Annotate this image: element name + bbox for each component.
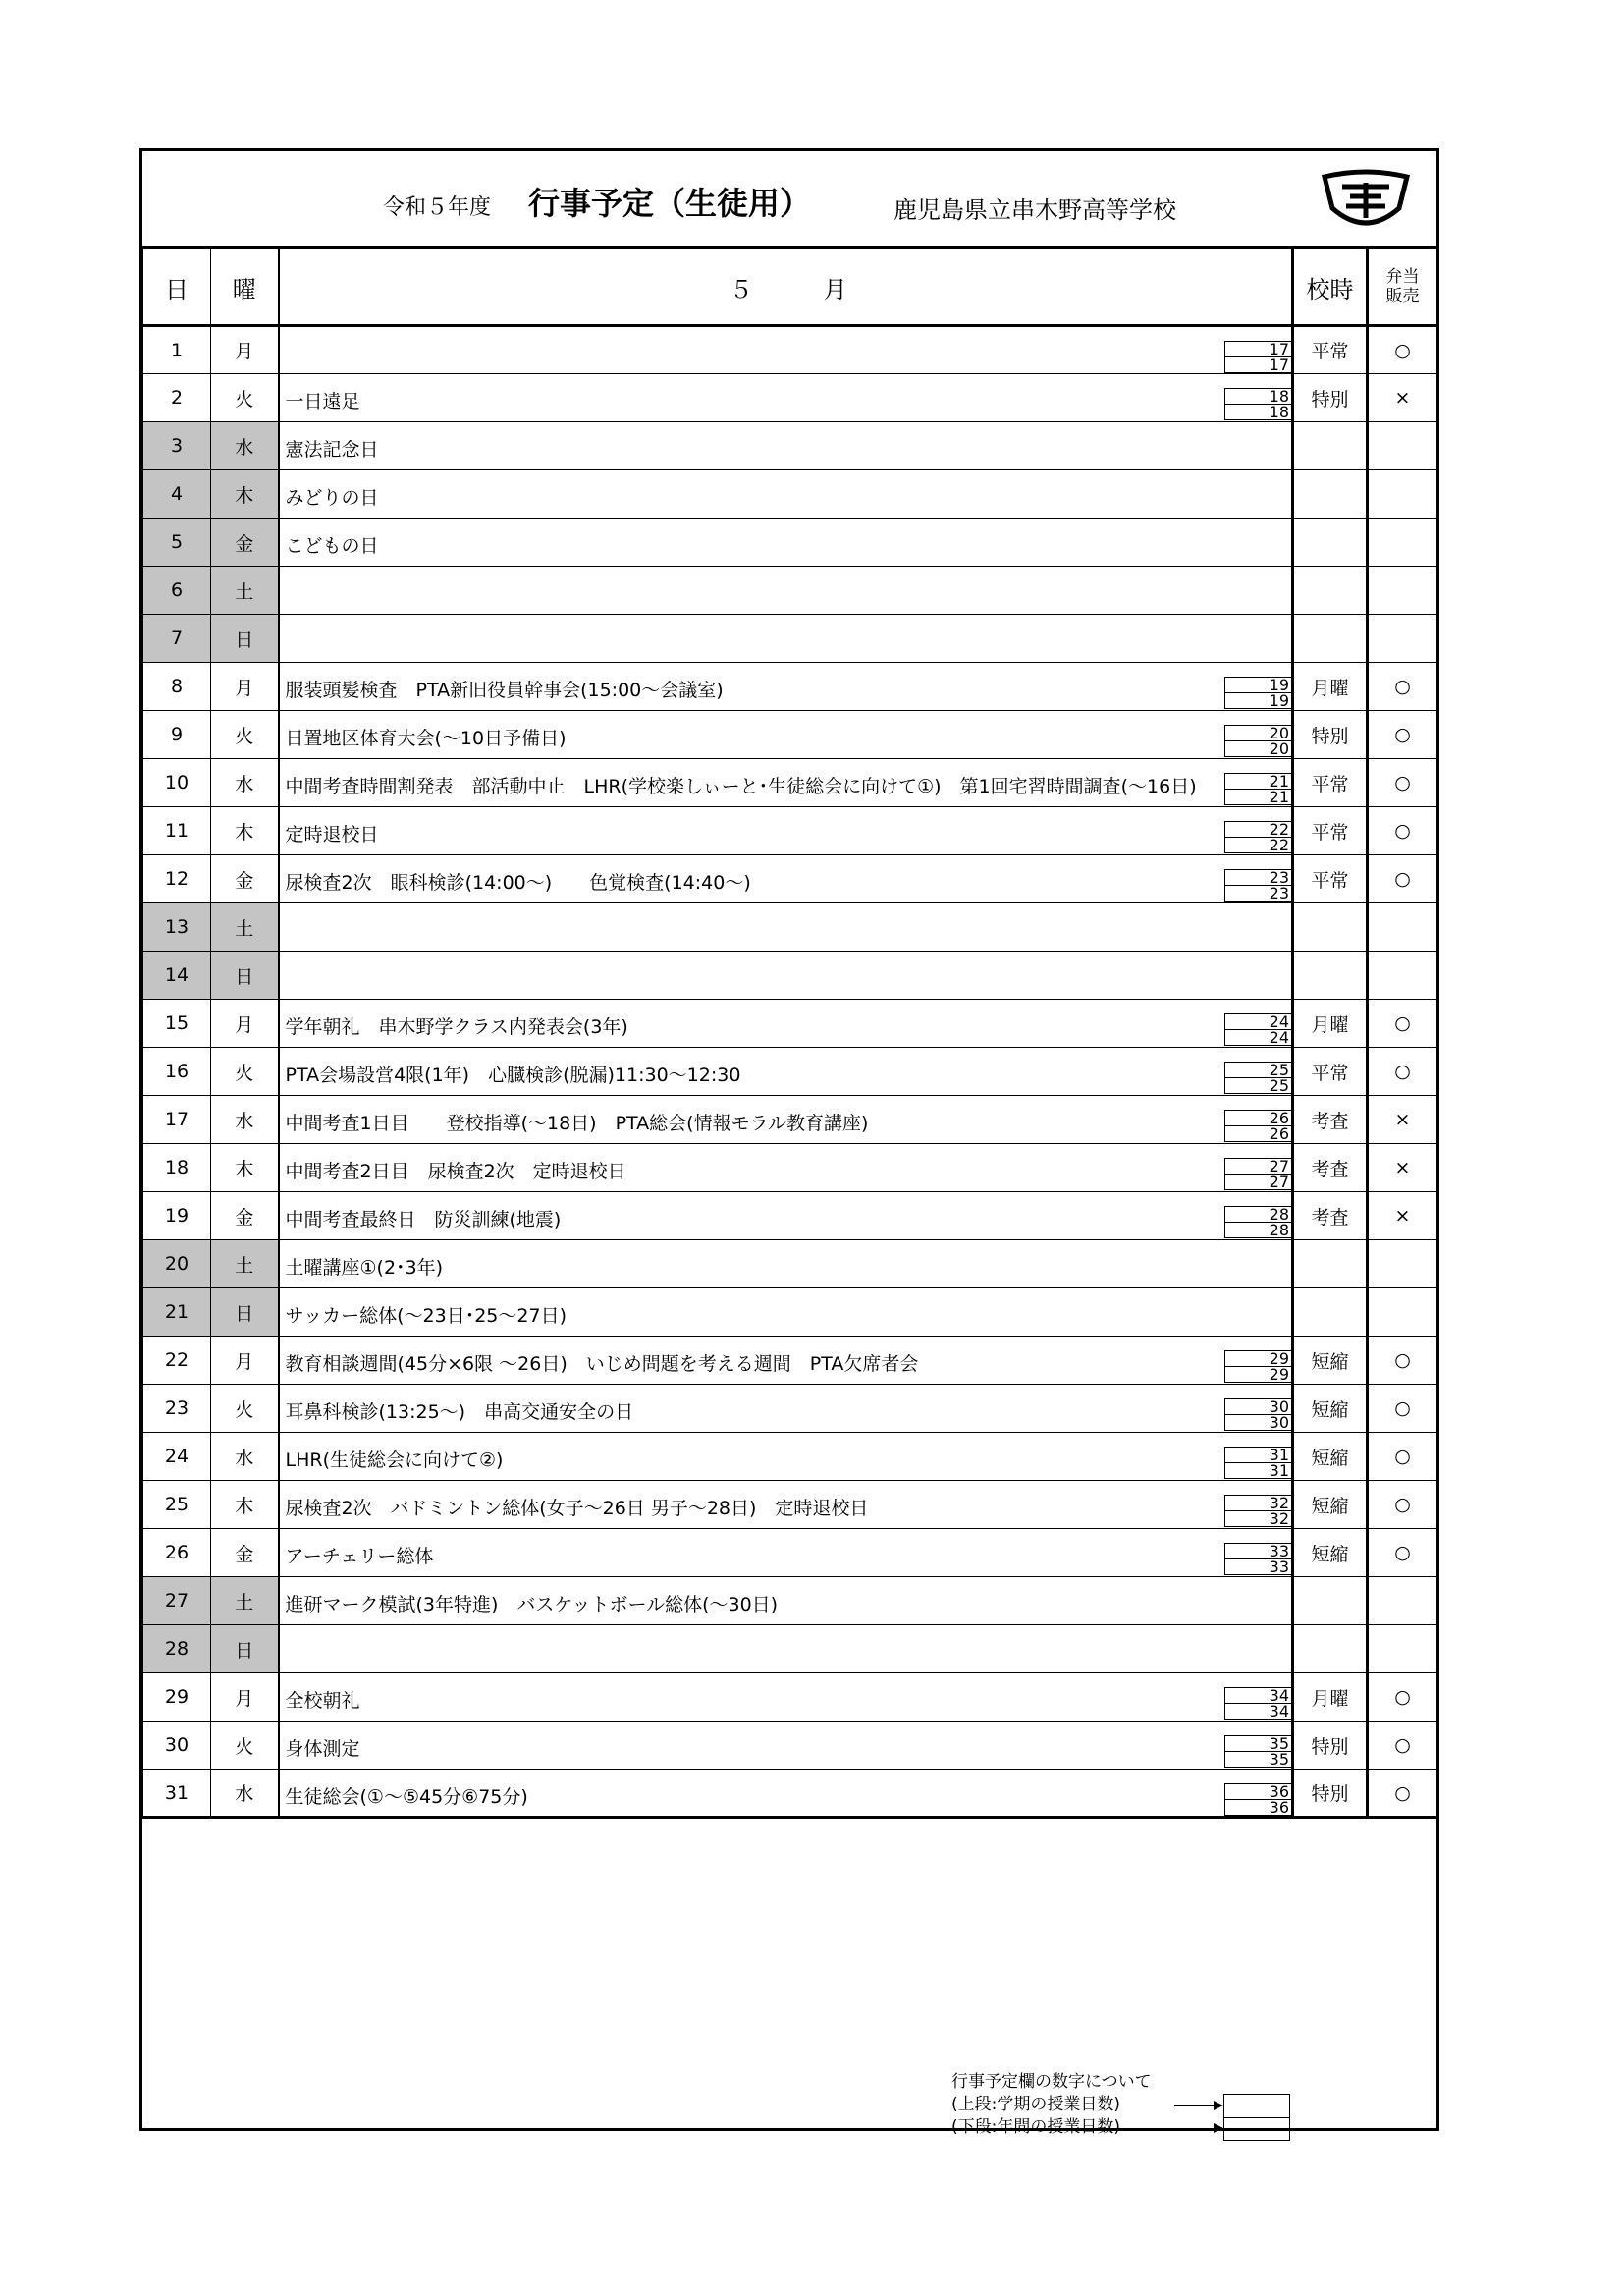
period-cell: [1293, 1625, 1368, 1673]
event-text: 中間考査2日目 尿検査2次 定時退校日: [285, 1161, 626, 1182]
year-day-count: 17: [1224, 356, 1291, 373]
bento-cell: ○: [1368, 1000, 1437, 1048]
weekday-cell: 水: [211, 759, 279, 807]
day-cell: 5: [143, 519, 211, 567]
title-bar: [142, 151, 1436, 248]
table-row: [143, 1000, 1437, 1048]
table-row: [143, 903, 1437, 952]
period-cell: 短縮: [1293, 1481, 1368, 1529]
year-day-count: 24: [1224, 1029, 1291, 1046]
event-text: 耳鼻科検診(13:25～) 串高交通安全の日: [285, 1401, 634, 1423]
table-row: [143, 855, 1437, 903]
event-text: 尿検査2次 バドミントン総体(女子～26日 男子～28日) 定時退校日: [285, 1498, 869, 1519]
period-cell: 特別: [1293, 711, 1368, 759]
year-day-count: 26: [1224, 1125, 1291, 1142]
weekday-cell: 日: [211, 1288, 279, 1337]
period-cell: 月曜: [1293, 1673, 1368, 1722]
weekday-cell: 金: [211, 1529, 279, 1577]
event-text: 学年朝礼 串木野学クラス内発表会(3年): [285, 1016, 628, 1038]
header-month: ５ 月: [279, 249, 1293, 326]
period-cell: [1293, 615, 1368, 663]
period-cell: 特別: [1293, 1722, 1368, 1770]
bento-cell: ○: [1368, 1433, 1437, 1481]
event-cell: [279, 567, 1293, 615]
year-day-count: 31: [1224, 1462, 1291, 1479]
day-counter: [1224, 1398, 1291, 1432]
event-text: 憲法記念日: [285, 439, 379, 461]
bento-cell: ○: [1368, 663, 1437, 711]
day-counter: [1224, 1447, 1291, 1480]
day-counter: [1224, 773, 1291, 806]
term-day-count: 34: [1224, 1687, 1291, 1704]
legend-arrow-upper: [1174, 2105, 1221, 2106]
event-cell: [279, 1337, 1293, 1385]
day-counter: [1224, 1735, 1291, 1769]
day-counter: [1224, 1110, 1291, 1143]
weekday-cell: 金: [211, 519, 279, 567]
bento-cell: [1368, 1240, 1437, 1288]
day-cell: 6: [143, 567, 211, 615]
table-row: [143, 1144, 1437, 1192]
table-row: [143, 1385, 1437, 1433]
bento-cell: ○: [1368, 326, 1437, 374]
table-row: [143, 470, 1437, 519]
weekday-cell: 月: [211, 1000, 279, 1048]
event-cell: [279, 1096, 1293, 1144]
table-row: [143, 1048, 1437, 1096]
day-cell: 16: [143, 1048, 211, 1096]
table-row: [143, 519, 1437, 567]
period-cell: [1293, 903, 1368, 952]
day-cell: 10: [143, 759, 211, 807]
period-cell: 短縮: [1293, 1385, 1368, 1433]
event-text: PTA会場設営4限(1年) 心臓検診(脱漏)11:30～12:30: [285, 1065, 741, 1086]
period-cell: [1293, 1240, 1368, 1288]
table-row: [143, 1625, 1437, 1673]
day-cell: 25: [143, 1481, 211, 1529]
year-day-count: 34: [1224, 1703, 1291, 1720]
day-cell: 4: [143, 470, 211, 519]
period-cell: 平常: [1293, 855, 1368, 903]
weekday-cell: 金: [211, 1192, 279, 1240]
event-text: 教育相談週間(45分×6限 ～26日) いじめ問題を考える週間 PTA欠席者会: [285, 1353, 919, 1375]
year-day-count: 29: [1224, 1366, 1291, 1383]
term-day-count: 33: [1224, 1543, 1291, 1559]
term-day-count: 30: [1224, 1398, 1291, 1415]
day-counter: [1224, 1158, 1291, 1191]
term-day-count: 27: [1224, 1158, 1291, 1175]
period-cell: 特別: [1293, 374, 1368, 422]
term-day-count: 23: [1224, 869, 1291, 886]
period-cell: 平常: [1293, 1048, 1368, 1096]
day-counter: [1224, 1687, 1291, 1721]
weekday-cell: 水: [211, 1770, 279, 1818]
day-cell: 1: [143, 326, 211, 374]
term-day-count: 25: [1224, 1062, 1291, 1078]
event-cell: [279, 1625, 1293, 1673]
day-counter: [1224, 1495, 1291, 1528]
table-row: [143, 1481, 1437, 1529]
bento-cell: [1368, 519, 1437, 567]
table-row: [143, 567, 1437, 615]
day-counter: [1224, 677, 1291, 710]
year-day-count: 25: [1224, 1077, 1291, 1094]
period-cell: 月曜: [1293, 663, 1368, 711]
event-cell: [279, 1673, 1293, 1722]
event-cell: [279, 952, 1293, 1000]
event-text: 定時退校日: [285, 824, 379, 846]
period-cell: 短縮: [1293, 1433, 1368, 1481]
day-cell: 21: [143, 1288, 211, 1337]
day-counter: [1224, 1783, 1291, 1817]
schedule-table: [142, 248, 1437, 2073]
table-row: [143, 759, 1437, 807]
day-cell: 31: [143, 1770, 211, 1818]
term-day-count: 24: [1224, 1013, 1291, 1030]
event-text: 日置地区体育大会(～10日予備日): [285, 728, 567, 749]
day-counter: [1224, 725, 1291, 758]
day-cell: 8: [143, 663, 211, 711]
day-cell: 30: [143, 1722, 211, 1770]
bento-cell: [1368, 903, 1437, 952]
term-day-count: 22: [1224, 821, 1291, 838]
weekday-cell: 火: [211, 1048, 279, 1096]
day-counter: [1224, 1350, 1291, 1384]
period-cell: [1293, 470, 1368, 519]
legend-lower: (下段:年間の授業日数): [951, 2117, 1120, 2137]
term-day-count: 17: [1224, 341, 1291, 357]
weekday-cell: 日: [211, 1625, 279, 1673]
bento-cell: ○: [1368, 1337, 1437, 1385]
header-bento-line1: 弁当: [1385, 267, 1420, 287]
day-cell: 12: [143, 855, 211, 903]
year-day-count: 36: [1224, 1799, 1291, 1816]
event-cell: [279, 615, 1293, 663]
day-cell: 9: [143, 711, 211, 759]
term-day-count: 35: [1224, 1735, 1291, 1752]
year-day-count: 27: [1224, 1174, 1291, 1190]
day-counter: [1224, 1062, 1291, 1095]
event-cell: [279, 1000, 1293, 1048]
event-text: 一日遠足: [285, 391, 360, 412]
weekday-cell: 水: [211, 1096, 279, 1144]
weekday-cell: 土: [211, 903, 279, 952]
period-cell: 短縮: [1293, 1337, 1368, 1385]
year-day-count: 28: [1224, 1222, 1291, 1238]
weekday-cell: 火: [211, 374, 279, 422]
bento-cell: [1368, 615, 1437, 663]
year-day-count: 18: [1224, 404, 1291, 420]
bento-cell: [1368, 1577, 1437, 1625]
table-row: [143, 663, 1437, 711]
weekday-cell: 水: [211, 422, 279, 470]
table-header: [143, 249, 1437, 326]
year-day-count: 32: [1224, 1510, 1291, 1527]
legend-arrow-lower: [1174, 2128, 1221, 2129]
event-cell: [279, 1240, 1293, 1288]
bento-cell: [1368, 1288, 1437, 1337]
event-cell: [279, 1529, 1293, 1577]
day-counter: [1224, 1206, 1291, 1239]
bento-cell: [1368, 952, 1437, 1000]
event-text: 服装頭髪検査 PTA新旧役員幹事会(15:00～会議室): [285, 680, 724, 701]
weekday-cell: 水: [211, 1433, 279, 1481]
bento-cell: ○: [1368, 1481, 1437, 1529]
table-row: [143, 374, 1437, 422]
day-cell: 29: [143, 1673, 211, 1722]
day-cell: 15: [143, 1000, 211, 1048]
period-cell: 考査: [1293, 1096, 1368, 1144]
weekday-cell: 木: [211, 470, 279, 519]
table-row: [143, 1240, 1437, 1288]
bento-cell: [1368, 422, 1437, 470]
term-day-count: 19: [1224, 677, 1291, 693]
weekday-cell: 金: [211, 855, 279, 903]
day-cell: 19: [143, 1192, 211, 1240]
event-text: LHR(生徒総会に向けて②): [285, 1449, 504, 1471]
bento-cell: [1368, 567, 1437, 615]
term-day-count: 36: [1224, 1783, 1291, 1800]
table-row: [143, 1288, 1437, 1337]
bento-cell: ×: [1368, 374, 1437, 422]
event-cell: [279, 1481, 1293, 1529]
event-text: サッカー総体(～23日･25～27日): [285, 1305, 567, 1327]
event-cell: [279, 903, 1293, 952]
term-day-count: 26: [1224, 1110, 1291, 1126]
year-day-count: 22: [1224, 837, 1291, 853]
period-cell: [1293, 422, 1368, 470]
year-day-count: 23: [1224, 885, 1291, 902]
weekday-cell: 土: [211, 567, 279, 615]
event-text: アーチェリー総体: [285, 1546, 434, 1567]
event-text: 中間考査最終日 防災訓練(地震): [285, 1209, 562, 1230]
event-cell: [279, 1385, 1293, 1433]
event-cell: [279, 807, 1293, 855]
bento-cell: ○: [1368, 807, 1437, 855]
event-cell: [279, 1577, 1293, 1625]
weekday-cell: 月: [211, 1673, 279, 1722]
table-row: [143, 1673, 1437, 1722]
fiscal-year: 令和５年度: [383, 195, 492, 220]
page-title: 行事予定（生徒用）: [528, 185, 812, 222]
year-day-count: 30: [1224, 1414, 1291, 1431]
event-text: みどりの日: [285, 487, 379, 509]
day-counter: [1224, 869, 1291, 902]
day-counter: [1224, 1013, 1291, 1047]
day-counter: [1224, 1543, 1291, 1576]
day-cell: 24: [143, 1433, 211, 1481]
day-counter: [1224, 341, 1291, 374]
year-day-count: 20: [1224, 740, 1291, 757]
event-cell: [279, 374, 1293, 422]
bento-cell: ○: [1368, 1385, 1437, 1433]
day-cell: 23: [143, 1385, 211, 1433]
event-cell: [279, 855, 1293, 903]
schedule-sheet: [139, 148, 1439, 2137]
period-cell: 考査: [1293, 1192, 1368, 1240]
weekday-cell: 火: [211, 1385, 279, 1433]
weekday-cell: 木: [211, 1144, 279, 1192]
day-cell: 27: [143, 1577, 211, 1625]
event-cell: [279, 1770, 1293, 1818]
school-name: 鹿児島県立串木野高等学校: [893, 196, 1176, 224]
event-text: 進研マーク模試(3年特進) バスケットボール総体(～30日): [285, 1594, 779, 1615]
bento-cell: ×: [1368, 1096, 1437, 1144]
day-cell: 2: [143, 374, 211, 422]
weekday-cell: 月: [211, 663, 279, 711]
table-row: [143, 1722, 1437, 1770]
event-cell: [279, 1433, 1293, 1481]
table-row: [143, 1337, 1437, 1385]
event-cell: [279, 1192, 1293, 1240]
period-cell: 短縮: [1293, 1529, 1368, 1577]
period-cell: [1293, 567, 1368, 615]
term-day-count: 18: [1224, 388, 1291, 405]
day-cell: 28: [143, 1625, 211, 1673]
event-cell: [279, 759, 1293, 807]
event-cell: [279, 519, 1293, 567]
term-day-count: 32: [1224, 1495, 1291, 1511]
event-text: 土曜講座①(2･3年): [285, 1257, 444, 1279]
period-cell: 平常: [1293, 326, 1368, 374]
bento-cell: [1368, 470, 1437, 519]
table-row: [143, 1577, 1437, 1625]
event-text: 中間考査1日目 登校指導(～18日) PTA総会(情報モラル教育講座): [285, 1113, 869, 1134]
event-cell: [279, 1048, 1293, 1096]
bento-cell: ○: [1368, 1529, 1437, 1577]
bento-cell: ×: [1368, 1144, 1437, 1192]
weekday-cell: 月: [211, 1337, 279, 1385]
weekday-cell: 土: [211, 1240, 279, 1288]
event-cell: [279, 1722, 1293, 1770]
table-row: [143, 1770, 1437, 1818]
event-cell: [279, 663, 1293, 711]
table-row: [143, 615, 1437, 663]
bento-cell: ×: [1368, 1192, 1437, 1240]
year-day-count: 35: [1224, 1751, 1291, 1768]
year-day-count: 21: [1224, 789, 1291, 805]
day-cell: 26: [143, 1529, 211, 1577]
bento-cell: ○: [1368, 1722, 1437, 1770]
school-emblem-icon: [1321, 169, 1411, 234]
table-row: [143, 952, 1437, 1000]
bento-cell: ○: [1368, 1770, 1437, 1818]
table-row: [143, 1096, 1437, 1144]
day-cell: 14: [143, 952, 211, 1000]
legend-box: [1223, 2094, 1290, 2141]
event-cell: [279, 1288, 1293, 1337]
remarks-area: [143, 1818, 1437, 2073]
table-row: [143, 807, 1437, 855]
bento-cell: ○: [1368, 1673, 1437, 1722]
event-cell: [279, 422, 1293, 470]
table-row: [143, 1529, 1437, 1577]
day-counter: [1224, 388, 1291, 421]
period-cell: [1293, 1577, 1368, 1625]
term-day-count: 31: [1224, 1447, 1291, 1463]
table-row: [143, 422, 1437, 470]
header-bento: [1368, 249, 1437, 326]
weekday-cell: 木: [211, 1481, 279, 1529]
event-text: 生徒総会(①～⑤45分⑥75分): [285, 1786, 528, 1808]
term-day-count: 29: [1224, 1350, 1291, 1367]
header-weekday: 曜: [211, 249, 279, 326]
day-cell: 3: [143, 422, 211, 470]
table-row: [143, 326, 1437, 374]
day-counter: [1224, 821, 1291, 854]
term-day-count: 21: [1224, 773, 1291, 790]
event-text: 尿検査2次 眼科検診(14:00～) 色覚検査(14:40～): [285, 872, 751, 894]
period-cell: 月曜: [1293, 1000, 1368, 1048]
term-day-count: 20: [1224, 725, 1291, 741]
event-cell: [279, 1144, 1293, 1192]
day-cell: 17: [143, 1096, 211, 1144]
bento-cell: ○: [1368, 1048, 1437, 1096]
period-cell: 特別: [1293, 1770, 1368, 1818]
weekday-cell: 月: [211, 326, 279, 374]
table-row: [143, 1192, 1437, 1240]
header-day: 日: [143, 249, 211, 326]
event-cell: [279, 470, 1293, 519]
event-text: こどもの日: [285, 535, 379, 557]
day-cell: 20: [143, 1240, 211, 1288]
year-day-count: 19: [1224, 692, 1291, 709]
day-cell: 7: [143, 615, 211, 663]
period-cell: [1293, 952, 1368, 1000]
weekday-cell: 火: [211, 711, 279, 759]
weekday-cell: 日: [211, 615, 279, 663]
period-cell: 平常: [1293, 759, 1368, 807]
event-cell: [279, 326, 1293, 374]
table-row: [143, 1433, 1437, 1481]
day-cell: 11: [143, 807, 211, 855]
period-cell: 考査: [1293, 1144, 1368, 1192]
day-cell: 22: [143, 1337, 211, 1385]
day-cell: 13: [143, 903, 211, 952]
header-period: 校時: [1293, 249, 1368, 326]
weekday-cell: 木: [211, 807, 279, 855]
event-cell: [279, 711, 1293, 759]
weekday-cell: 日: [211, 952, 279, 1000]
period-cell: [1293, 1288, 1368, 1337]
legend-title: 行事予定欄の数字について: [951, 2072, 1152, 2092]
period-cell: [1293, 519, 1368, 567]
header-bento-line2: 販売: [1385, 287, 1420, 306]
weekday-cell: 土: [211, 1577, 279, 1625]
bento-cell: ○: [1368, 711, 1437, 759]
period-cell: 平常: [1293, 807, 1368, 855]
bento-cell: [1368, 1625, 1437, 1673]
weekday-cell: 火: [211, 1722, 279, 1770]
term-day-count: 28: [1224, 1206, 1291, 1223]
table-row: [143, 711, 1437, 759]
event-text: 全校朝礼: [285, 1690, 360, 1712]
legend-upper: (上段:学期の授業日数): [951, 2095, 1120, 2114]
bento-cell: ○: [1368, 759, 1437, 807]
year-day-count: 33: [1224, 1558, 1291, 1575]
bento-cell: ○: [1368, 855, 1437, 903]
day-cell: 18: [143, 1144, 211, 1192]
event-text: 身体測定: [285, 1738, 360, 1760]
event-text: 中間考査時間割発表 部活動中止 LHR(学校楽しぃーと･生徒総会に向けて①) 第1回宅習時間調査(～16日): [285, 776, 1197, 797]
